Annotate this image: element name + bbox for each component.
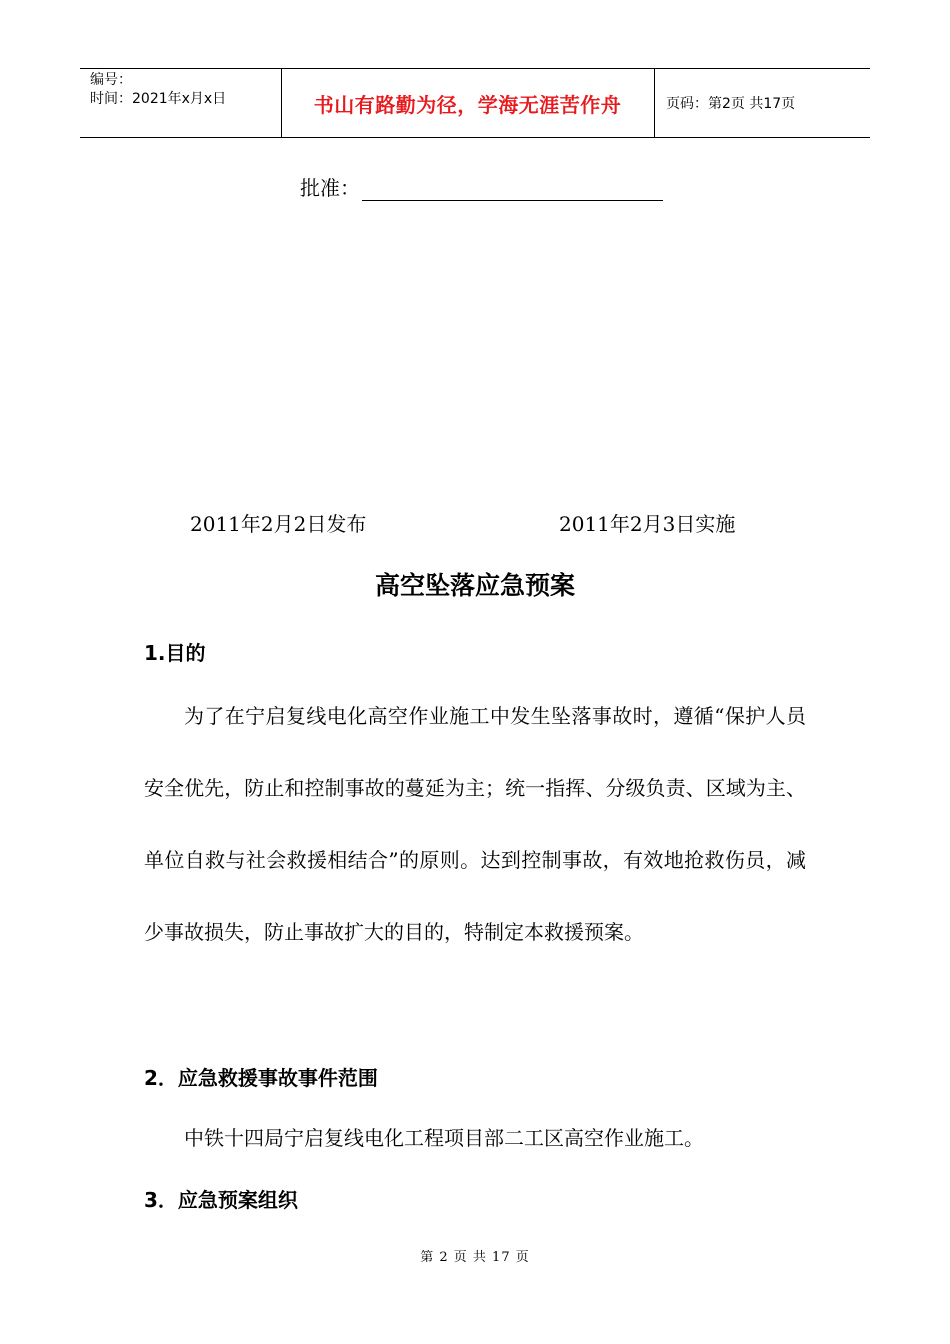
header-motto: 书山有路勤为径，学海无涯苦作舟 — [313, 92, 622, 117]
implement-date: 2011年2月3日实施 — [559, 512, 736, 536]
section-body-purpose: 为了在宁启复线电化高空作业施工中发生坠落事故时，遵循“保护人员安全优先，防止和控制事故的蔓延为主；统一指挥、分级负责、区域为主、单位自救与社会救援相结合”的原则。达到控制事故，有效地抢救伤员，减少事故损失，防止事故扩大的目的，特制定本救援预案。 — [144, 704, 806, 944]
serial-label: 编号： — [90, 72, 132, 88]
publish-date: 2011年2月2日发布 — [190, 512, 367, 536]
section-heading-organization: 3．应急预案组织 — [144, 1188, 298, 1212]
page-footer: 第 2 页 共 17 页 — [420, 1250, 530, 1265]
header-page-info: 页码：第2页 共17页 — [666, 96, 796, 112]
document-title: 高空坠落应急预案 — [374, 571, 575, 600]
approval-signature-line — [362, 180, 663, 201]
approval-row — [300, 172, 663, 201]
header-divider — [654, 69, 655, 137]
time-label: 时间：2021年x月x日 — [90, 91, 227, 107]
section-body-scope: 中铁十四局宁启复线电化工程项目部二工区高空作业施工。 — [184, 1126, 704, 1150]
section-heading-purpose: 1.目的 — [144, 641, 206, 665]
approval-label: 批准： — [300, 176, 360, 200]
document-header — [80, 68, 870, 138]
header-meta — [90, 71, 280, 109]
section-heading-scope: 2．应急救援事故事件范围 — [144, 1066, 378, 1090]
